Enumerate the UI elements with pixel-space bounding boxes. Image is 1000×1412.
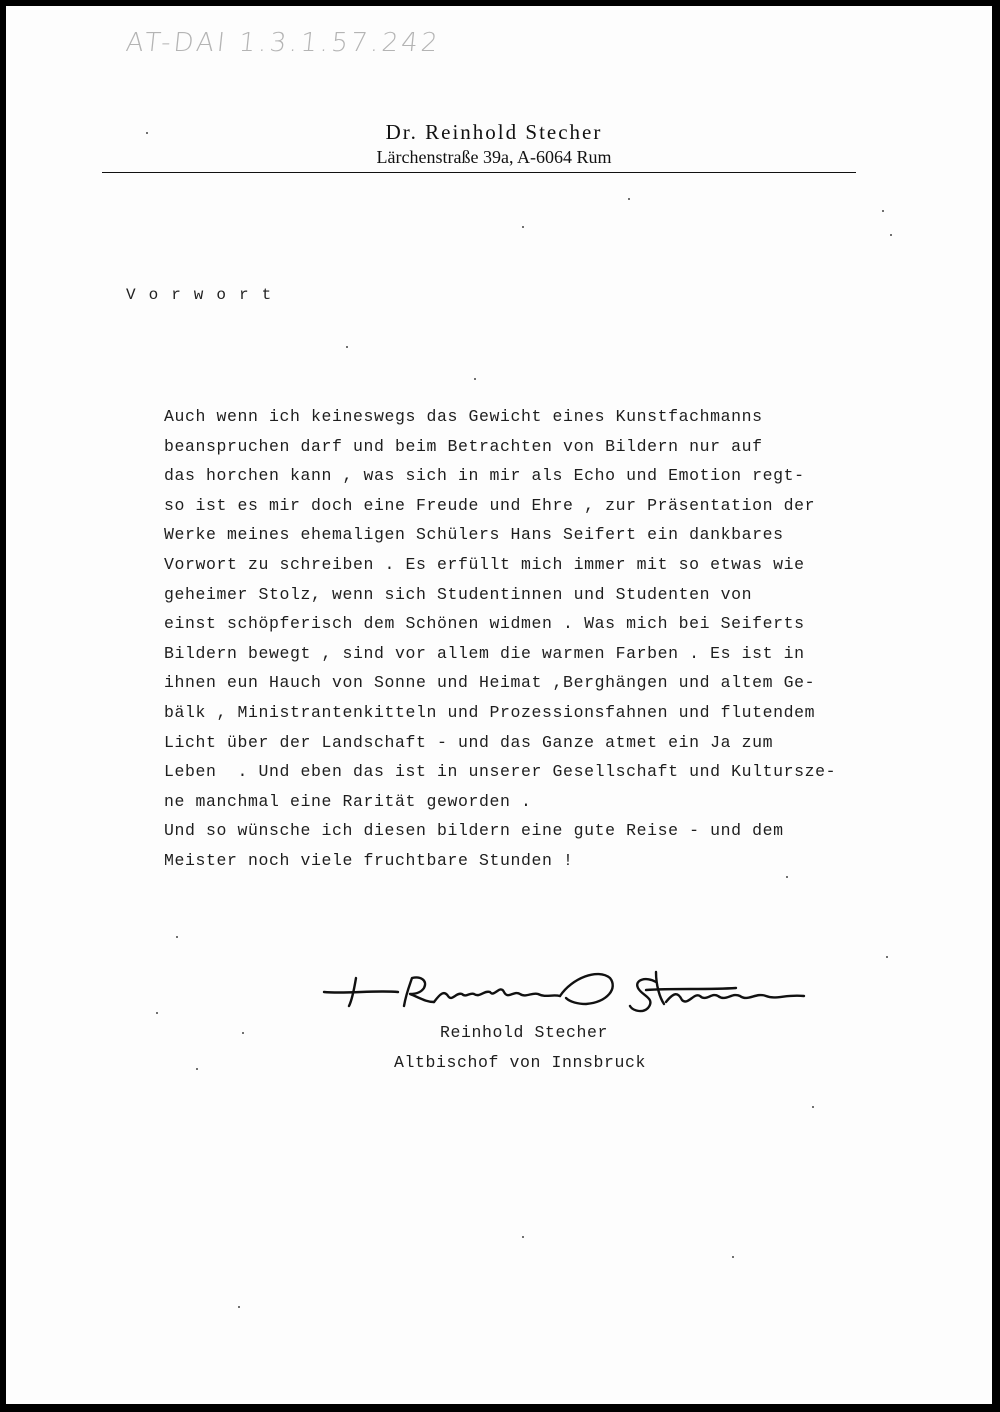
scan-speck <box>196 1068 198 1070</box>
handwritten-signature <box>316 956 816 1026</box>
scan-speck <box>886 956 888 958</box>
archive-reference-mark: AT-DAI 1.3.1.57.242 <box>124 28 442 58</box>
scan-speck <box>176 936 178 938</box>
scan-speck <box>786 876 788 878</box>
scan-speck <box>156 1012 158 1014</box>
letter-body <box>164 402 954 876</box>
letterhead <box>102 118 856 168</box>
body-line: das horchen kann , was sich in mir als Echo und Emotion regt- <box>164 466 805 486</box>
scan-speck <box>812 1106 814 1108</box>
document-page <box>6 6 992 1404</box>
letterhead-name: Dr. Reinhold Stecher <box>385 120 603 144</box>
scan-speck <box>346 346 348 348</box>
body-line: Meister noch viele fruchtbare Stunden ! <box>164 850 574 870</box>
scan-speck <box>474 378 476 380</box>
body-line: bälk , Ministrantenkitteln und Prozessionsfahnen und flutendem <box>164 702 816 722</box>
body-line: ihnen eun Hauch von Sonne und Heimat ,Berghängen und altem Ge- <box>164 673 816 693</box>
body-line: Werke meines ehemaligen Schülers Hans Seifert ein dankbares <box>164 525 784 545</box>
scan-speck <box>628 198 630 200</box>
scan-speck <box>882 210 884 212</box>
document-heading: Vorwort <box>126 286 285 304</box>
body-line: geheimer Stolz, wenn sich Studentinnen und Studenten von <box>164 584 753 604</box>
signatory-name: Reinhold Stecher <box>440 1023 609 1042</box>
scan-speck <box>522 226 524 228</box>
body-line: ne manchmal eine Rarität geworden . <box>164 791 532 811</box>
body-line: Auch wenn ich keineswegs das Gewicht eines Kunstfachmanns <box>164 407 763 426</box>
body-line: Und so wünsche ich diesen bildern eine gute Reise - und dem <box>164 821 784 841</box>
scan-speck <box>242 1032 244 1034</box>
body-line: einst schöpferisch dem Schönen widmen . Was mich bei Seiferts <box>164 614 805 634</box>
letterhead-address: Lärchenstraße 39a, A-6064 Rum <box>376 147 612 167</box>
letterhead-divider <box>102 172 856 173</box>
signatory-title: Altbischof von Innsbruck <box>394 1053 647 1072</box>
body-line: so ist es mir doch eine Freude und Ehre , zur Präsentation der <box>164 495 816 515</box>
scan-speck <box>890 234 892 236</box>
body-line: Bildern bewegt , sind vor allem die warmen Farben . Es ist in <box>164 643 805 663</box>
scan-speck <box>732 1256 734 1258</box>
scan-speck <box>146 132 148 134</box>
scan-speck <box>238 1306 240 1308</box>
body-line: beanspruchen darf und beim Betrachten von Bildern nur auf <box>164 436 763 456</box>
body-line: Licht über der Landschaft - und das Ganze atmet ein Ja zum <box>164 732 774 752</box>
body-line: Vorwort zu schreiben . Es erfüllt mich immer mit so etwas wie <box>164 554 805 574</box>
body-line: Leben . Und eben das ist in unserer Gesellschaft und Kultursze- <box>164 762 837 782</box>
scan-speck <box>522 1236 524 1238</box>
